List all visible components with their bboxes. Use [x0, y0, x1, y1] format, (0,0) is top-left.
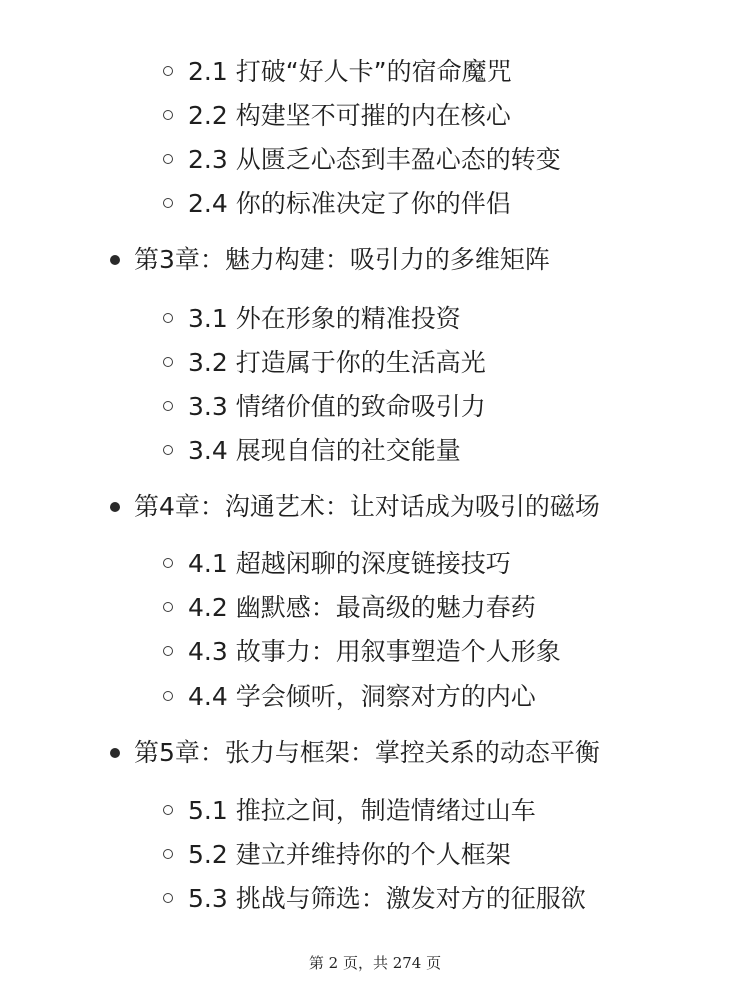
circle-bullet-icon — [163, 357, 173, 367]
disc-bullet-icon — [110, 255, 120, 265]
toc-section-label: 2.3 从匮乏心态到丰盈心态的转变 — [188, 145, 561, 174]
circle-bullet-icon — [163, 691, 173, 701]
circle-bullet-icon — [163, 401, 173, 411]
circle-bullet-icon — [163, 558, 173, 568]
toc-section-label: 3.4 展现自信的社交能量 — [188, 436, 461, 465]
circle-bullet-icon — [163, 893, 173, 903]
toc-section-label: 2.1 打破“好人卡”的宿命魔咒 — [188, 57, 512, 86]
circle-bullet-icon — [163, 646, 173, 656]
toc-section-label: 5.3 挑战与筛选：激发对方的征服欲 — [188, 884, 586, 913]
toc-section-label: 3.1 外在形象的精准投资 — [188, 304, 461, 333]
toc-chapter-label: 第5章：张力与框架：掌控关系的动态平衡 — [134, 738, 600, 767]
toc-chapter-label: 第4章：沟通艺术：让对话成为吸引的磁场 — [134, 492, 600, 521]
circle-bullet-icon — [163, 66, 173, 76]
page-number-footer: 第 2 页，共 274 页 — [308, 954, 442, 972]
toc-section-label: 4.2 幽默感：最高级的魅力春药 — [188, 593, 536, 622]
toc-section-label: 3.3 情绪价值的致命吸引力 — [188, 392, 486, 421]
toc-section-label: 4.1 超越闲聊的深度链接技巧 — [188, 549, 511, 578]
circle-bullet-icon — [163, 805, 173, 815]
toc-section-label: 2.4 你的标准决定了你的伴侣 — [188, 189, 511, 218]
circle-bullet-icon — [163, 445, 173, 455]
toc-section-label: 2.2 构建坚不可摧的内在核心 — [188, 101, 511, 130]
toc-section-label: 4.4 学会倾听，洞察对方的内心 — [188, 682, 536, 711]
toc-section-label: 5.2 建立并维持你的个人框架 — [188, 840, 511, 869]
circle-bullet-icon — [163, 313, 173, 323]
toc-section-label: 4.3 故事力：用叙事塑造个人形象 — [188, 637, 561, 666]
toc-chapter-label: 第3章：魅力构建：吸引力的多维矩阵 — [134, 245, 550, 274]
disc-bullet-icon — [110, 748, 120, 758]
circle-bullet-icon — [163, 849, 173, 859]
circle-bullet-icon — [163, 198, 173, 208]
circle-bullet-icon — [163, 602, 173, 612]
toc-section-label: 5.1 推拉之间，制造情绪过山车 — [188, 796, 536, 825]
disc-bullet-icon — [110, 502, 120, 512]
toc-section-label: 3.2 打造属于你的生活高光 — [188, 348, 486, 377]
circle-bullet-icon — [163, 110, 173, 120]
circle-bullet-icon — [163, 154, 173, 164]
